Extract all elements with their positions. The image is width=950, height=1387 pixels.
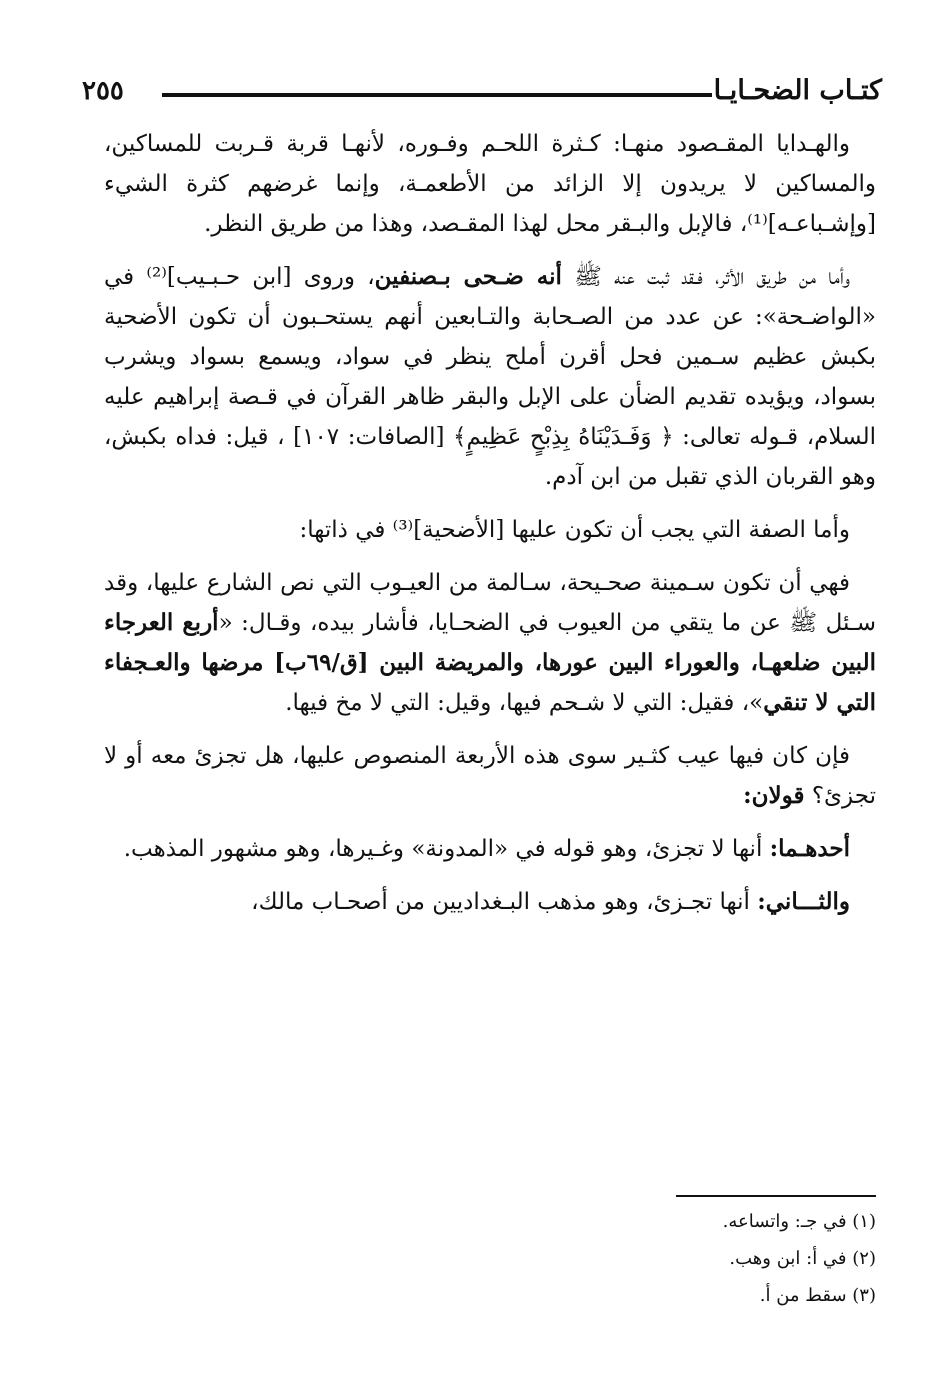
bold-text-segment: أربع العرجاء البين ضلعهـا، والعوراء البين عورها، والمريضة البين [ق/٦٩ب] مرضها والعـجفاء التي لا تنقي <box>104 609 877 716</box>
text-segment: أنها تجـزئ، وهو مذهب البـغداديين من أصحـاب مالك، <box>251 889 758 915</box>
paragraph <box>104 510 876 550</box>
text-segment: فإن كان فيها عيب كثـير سوى هذه الأربعة المنصوص عليها، هل تجزئ معه أو لا تجزئ؟ <box>104 743 876 809</box>
bold-text-segment: والثـــاني: <box>757 888 850 915</box>
footnotes <box>476 1203 876 1314</box>
paragraph <box>104 882 876 922</box>
text-segment: وأما الصفة التي يجب أن تكون عليها [الأضحية]⁽³⁾ في ذاتها: <box>299 517 850 543</box>
paragraph <box>104 829 876 869</box>
paragraph <box>104 257 876 497</box>
bold-text-segment: قولان: <box>743 782 805 809</box>
text-segment: »، فقيل: التي لا شـحم فيها، وقيل: التي لا مخ فيها. <box>285 690 764 716</box>
footnote-separator <box>676 1195 876 1197</box>
page-number: ٢٥٥ <box>82 76 124 106</box>
text-segment: أنها لا تجزئ، وهو قوله في «المدونة» وغـيرها، وهو مشهور المذهب. <box>123 836 770 862</box>
footnote-item: (٢) في أ: ابن وهب. <box>729 1248 876 1269</box>
bold-text-segment: أحدهـما: <box>769 835 850 862</box>
chapter-title: كتـاب الضحـايـا <box>713 75 882 106</box>
text-segment: وأما من طريق الأثر، فـقد ثبت عنه ﷺ <box>561 264 851 290</box>
footnote-item: (٣) سقط من أ. <box>759 1285 876 1306</box>
bold-text-segment: أنه ضـحى بـصنفين <box>374 263 562 290</box>
text-segment: والهـدايا المقـصود منهـا: كـثرة اللحـم وفـوره، لأنهـا قربة قـربت للمساكين، والمساكين لا يريدون إلا الزائد من الأطعمـة، وإنما غرضهم كثرة الشيء [وإشـباعـه]⁽¹⁾، فالإبل والبـقر محل لهذا المقـصد، وهذا من طريق النظر. <box>104 131 876 237</box>
paragraph <box>104 736 876 816</box>
running-header <box>82 72 882 112</box>
main-text <box>104 124 876 935</box>
paragraph <box>104 124 876 244</box>
header-rule <box>162 93 712 97</box>
footnote-item: (١) في جـ: واتساعه. <box>722 1211 876 1232</box>
paragraph <box>104 563 876 723</box>
text-segment: ، وروى [ابن حـبـيب]⁽²⁾ في «الواضـحة»: عن عدد من الصـحابة والتـابعين أنهم يستحـبون أن تكون الأضحية بكبش عظيم سـمين فحل أقرن أملح ينظر في سواد، ويسمع بسواد ويشرب بسواد، ويؤيده تقديم الضأن على الإبل والبقر ظاهر القرآن في قـصة إبراهيم عليه السلام، قـوله تعالى: ﴿ وَفَـدَيْنَاهُ بِذِبْحٍ عَظِيمٍ﴾ [الصافات: ١٠٧] ، قيل: فداه بكبش، وهو القربان الذي تقبل من ابن آدم. <box>104 264 876 490</box>
text-segment: فهي أن تكون سـمينة صحـيحة، سـالمة من العيـوب التي نص الشارع عليها، وقد سـئل ﷺ عن ما يتقي من العيوب في الضحـايا، فأشار بيده، وقـال: « <box>104 570 876 636</box>
